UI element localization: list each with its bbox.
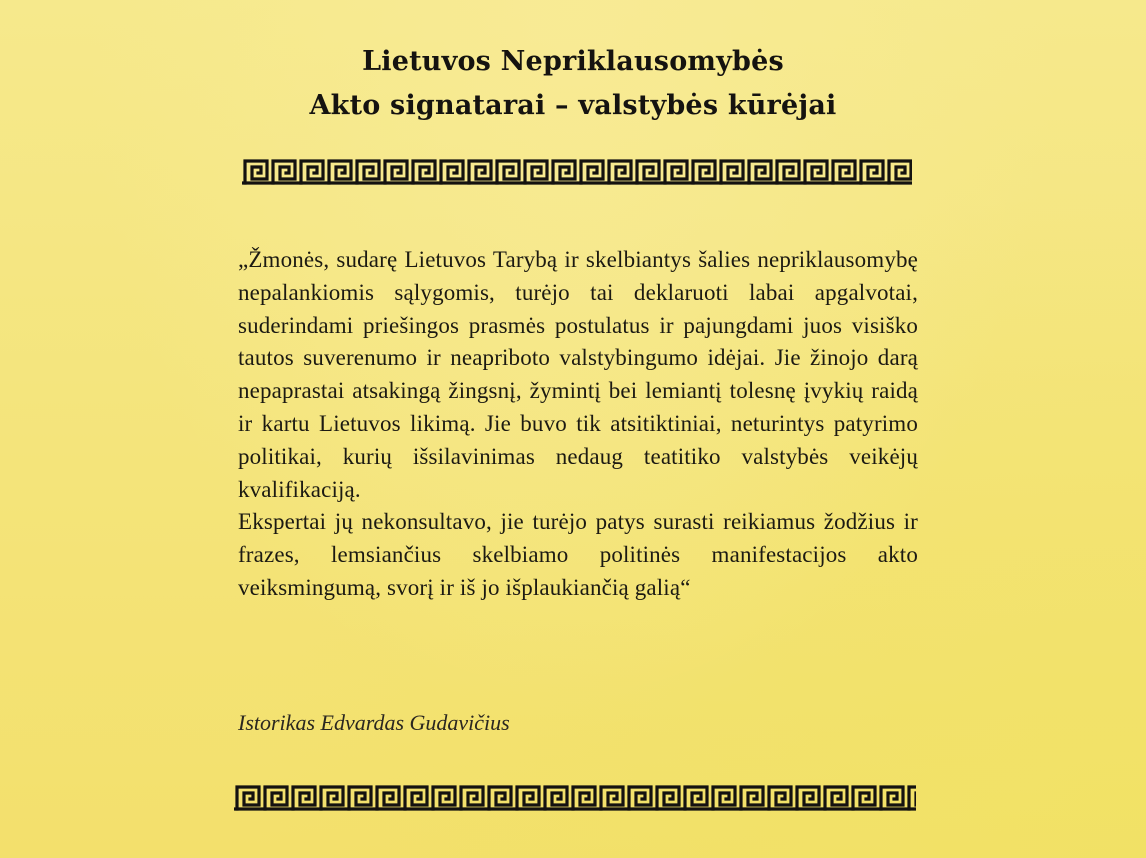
quote-attribution: Istorikas Edvardas Gudavičius	[238, 710, 510, 735]
greek-key-border-top	[242, 158, 912, 186]
quote-block	[238, 244, 918, 605]
title-line-1: Lietuvos Nepriklausomybės	[362, 46, 784, 77]
title-line-2: Akto signatarai – valstybės kūrėjai	[309, 90, 837, 121]
quote-paragraph-2: Ekspertai jų nekonsultavo, jie turėjo patys surasti reikiamus žodžius ir frazes, lemsiančius skelbiamo politinės manifestacijos akto veiksmingumą, svorį ir iš jo išplaukiančią galią“	[238, 509, 918, 600]
greek-key-border-bottom	[234, 784, 916, 812]
page-title	[0, 40, 1146, 128]
quote-paragraph-1: „Žmonės, sudarę Lietuvos Tarybą ir skelbiantys šalies nepriklausomybę nepalankiomis sąlygomis, turėjo tai deklaruoti labai apgalvotai, suderindami priešingos prasmės postulatus ir pajungdami juos visiško tautos suverenumo ir neapriboto valstybingumo idėjai. Jie žinojo darą nepaprastai atsakingą žingsnį, žymintį bei lemiantį tolesnę įvykių raidą ir kartu Lietuvos likimą. Jie buvo tik atsitiktiniai, neturintys patyrimo politikai, kurių išsilavinimas nedaug teatitiko valstybės veikėjų kvalifikaciją.	[238, 247, 918, 502]
